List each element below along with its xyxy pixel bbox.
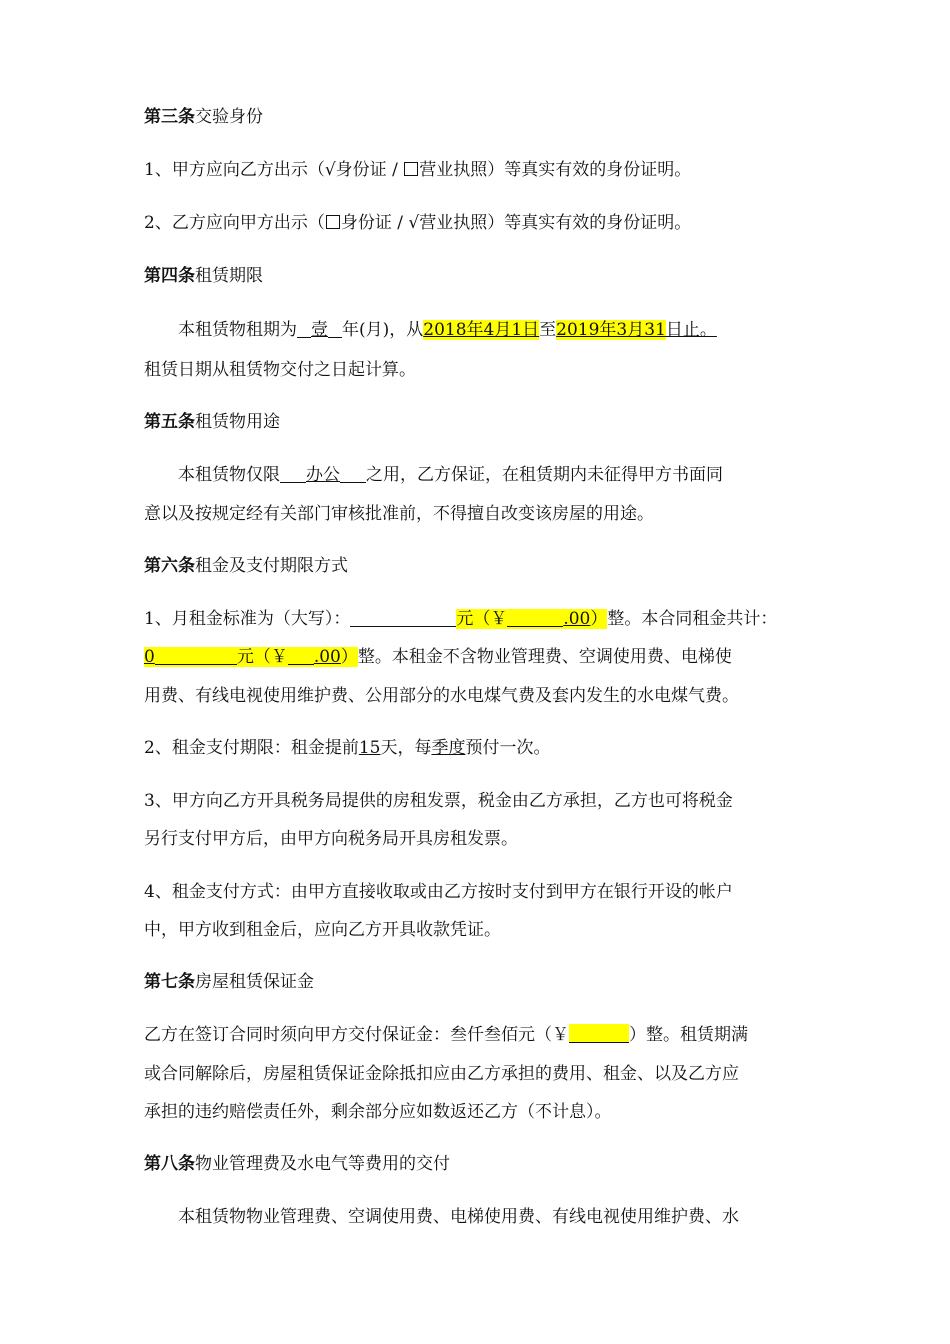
article-6-heading [144,554,348,578]
article-7-line-2: 或合同解除后，房屋租赁保证金除抵扣应由乙方承担的费用、租金、以及乙方应 [144,1064,739,1084]
article-5-heading [144,410,280,434]
deposit-figure-blank [569,1024,629,1043]
article-title: 租赁期限 [195,266,263,286]
article-3-line-1: 1、甲方应向乙方出示（√身份证 / 营业执照）等真实有效的身份证明。 [144,160,692,180]
empty-checkbox [326,215,340,229]
article-title: 租金及支付期限方式 [195,556,348,576]
article-number: 第三条 [144,107,195,127]
payment-period-value: 季度 [431,738,466,758]
article-number: 第八条 [144,1154,195,1174]
article-3-line-2: 2、乙方应向甲方出示（ 身份证 / √营业执照）等真实有效的身份证明。 [144,213,692,233]
article-7-line-3: 承担的违约赔偿责任外，剩余部分应如数返还乙方（不计息）。 [144,1102,612,1122]
article-number: 第四条 [144,266,195,286]
article-number: 第七条 [144,972,195,992]
article-6-line-2: 0 元（￥ .00）整。本租金不含物业管理费、空调使用费、电梯使 [144,647,732,667]
lease-term-value: 壹 [311,320,328,340]
monthly-rent-blank [350,608,456,627]
article-5-line-2: 意以及按规定经有关部门审核批准前，不得擅自改变该房屋的用途。 [144,504,654,524]
article-8-line-1: 本租赁物物业管理费、空调使用费、电梯使用费、有线电视使用维护费、水 [178,1207,739,1227]
check-mark: √ [324,160,336,180]
lease-start-date: 2018年4月1日 [423,320,540,340]
article-6-line-6: 另行支付甲方后，由甲方向税务局开具房租发票。 [144,829,518,849]
article-8-heading [144,1152,450,1176]
article-6-line-7: 4、租金支付方式：由甲方直接收取或由乙方按时支付到甲方在银行开设的帐户 [144,882,733,902]
article-title: 房屋租赁保证金 [195,972,314,992]
article-6-line-1: 1、月租金标准为（大写）： 元（￥ .00）整。本合同租金共计： [144,609,778,629]
article-6-line-3: 用费、有线电视使用维护费、公用部分的水电煤气费及套内发生的水电煤气费。 [144,686,739,706]
article-6-line-8: 中，甲方收到租金后，应向乙方开具收款凭证。 [144,920,501,940]
article-5-line-1: 本租赁物仅限 办公 之用，乙方保证，在租赁期内未征得甲方书面同 [178,465,723,485]
advance-days-value: 15 [358,738,381,758]
article-title: 租赁物用途 [195,412,280,432]
article-6-line-4: 2、租金支付期限：租金提前15天，每季度预付一次。 [144,738,551,758]
article-4-heading [144,264,263,288]
check-mark: √ [408,213,420,233]
article-4-line-1: 本租赁物租期为 壹 年(月)，从2018年4月1日至2019年3月31日止。 [178,320,717,340]
article-4-line-2: 租赁日期从租赁物交付之日起计算。 [144,360,416,380]
article-3-heading [144,105,263,129]
article-number: 第五条 [144,412,195,432]
article-7-heading [144,970,314,994]
total-rent-figure: 0 元（￥ .00） [144,647,358,667]
article-title: 物业管理费及水电气等费用的交付 [195,1154,450,1174]
usage-value: 办公 [306,465,340,485]
lease-end-date: 2019年3月31 [556,320,666,340]
article-number: 第六条 [144,556,195,576]
monthly-rent-figure: 元（￥ .00） [456,609,608,629]
article-title: 交验身份 [195,107,263,127]
article-6-line-5: 3、甲方向乙方开具税务局提供的房租发票，税金由乙方承担，乙方也可将税金 [144,791,733,811]
empty-checkbox [404,162,418,176]
article-7-line-1: 乙方在签订合同时须向甲方交付保证金：叁仟叁佰元（￥ ）整。租赁期满 [144,1025,748,1045]
